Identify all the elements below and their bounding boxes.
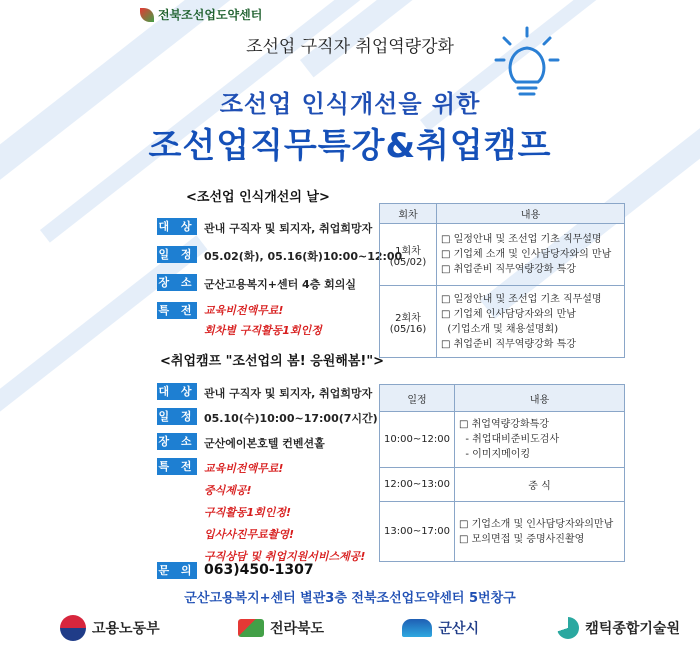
table-header: 내용 [437, 204, 625, 224]
round-label: 2회차 [395, 312, 421, 324]
page-title: 조선업직무특강&취업캠프 [148, 126, 552, 166]
benefit-label: 특 전 [158, 460, 196, 473]
footer-logos [60, 610, 680, 646]
benefit-value: 구직상담 및 취업지원서비스제공! [204, 550, 366, 563]
list-item: □ 모의면접 및 증명사진촬영 [459, 533, 585, 545]
contact-label: 문 의 [158, 564, 196, 577]
table-header: 회차 [380, 204, 437, 224]
target-label: 대 상 [158, 385, 196, 398]
list-item: □ 일정안내 및 조선업 기초 직무설명 [441, 293, 602, 305]
benefit-value-2: 회차별 구직활동1회인정 [204, 324, 322, 337]
leaf-logo-icon [140, 8, 154, 22]
list-item: (기업소개 및 채용설명회) [441, 323, 559, 335]
table-header: 일정 [380, 385, 455, 412]
org-logo-text: 전북조선업도약센터 [158, 8, 263, 22]
contact-phone[interactable]: 063)450-1307 [204, 562, 314, 578]
schedule-label: 일 정 [158, 248, 196, 261]
section1-table [379, 203, 625, 358]
page-title-line1: 조선업 인식개선을 위한 [219, 90, 481, 118]
list-item: □ 기업소개 및 인사담당자와의만남 [459, 518, 614, 530]
table-header: 내용 [455, 385, 625, 412]
list-item: 중 식 [455, 468, 625, 502]
benefit-label: 특 전 [158, 304, 196, 317]
table-row [380, 224, 625, 286]
list-item: □ 취업준비 직무역량강화 특강 [441, 338, 576, 350]
round-date: (05/02) [389, 256, 427, 268]
table-row [380, 502, 625, 562]
list-item: - 취업대비준비도검사 [459, 434, 560, 445]
logo-gunsan [402, 618, 479, 638]
time-cell: 13:00~17:00 [380, 502, 455, 562]
schedule-value: 05.10(수)10:00~17:00(7시간) [204, 412, 378, 425]
logo-ministry-text: 고용노동부 [92, 621, 160, 637]
target-value: 관내 구직자 및 퇴지자, 취업희망자 [204, 387, 373, 400]
place-value: 군산에이본호텔 컨벤션홀 [204, 437, 325, 450]
gunsan-wave-icon [402, 619, 432, 637]
list-item: □ 기업체 인사담당자와의 만남 [441, 308, 576, 320]
org-logo [140, 6, 262, 23]
round-date: (05/16) [389, 323, 427, 335]
taegeuk-icon [60, 615, 86, 641]
list-item: □ 일정안내 및 조선업 기초 직무설명 [441, 234, 602, 245]
camtic-mark-icon [557, 617, 579, 639]
benefit-value: 중식제공! [204, 484, 252, 497]
round-label: 1회차 [395, 245, 421, 257]
benefit-value: 교육비전액무료! [204, 462, 284, 475]
schedule-label: 일 정 [158, 410, 196, 423]
table-row [380, 412, 625, 468]
benefit-value: 구직활동1회인정! [204, 506, 292, 519]
list-item: - 이미지메이킹 [459, 449, 531, 460]
place-label: 장 소 [158, 276, 196, 289]
logo-jeonbuk [238, 618, 324, 638]
place-label: 장 소 [158, 435, 196, 448]
target-value: 관내 구직자 및 퇴지자, 취업희망자 [204, 222, 373, 235]
schedule-value: 05.02(화), 05.16(화)10:00~12:00 [204, 250, 403, 263]
list-item: □ 취업준비 직무역량강화 특강 [441, 264, 576, 275]
logo-ministry [60, 615, 160, 641]
footer-address: 군산고용복지+센터 별관3층 전북조선업도약센터 5번창구 [184, 591, 516, 606]
background-stripe [0, 235, 207, 434]
page-subtitle: 조선업 구직자 취업역량강화 [246, 37, 454, 57]
list-item: □ 취업역량강화특강 [459, 419, 549, 430]
list-item: □ 기업체 소개 및 인사담당자와의 만남 [441, 249, 612, 260]
logo-camtic [557, 617, 680, 639]
jeonbuk-mark-icon [238, 619, 264, 637]
section2-heading: <취업캠프 "조선업의 봄! 응원해봄!"> [160, 354, 385, 369]
table-row [380, 468, 625, 502]
section2-table [379, 384, 625, 562]
time-cell: 12:00~13:00 [380, 468, 455, 502]
table-row [380, 286, 625, 358]
place-value: 군산고용복지+센터 4층 회의실 [204, 278, 357, 291]
logo-jeonbuk-text: 전라북도 [269, 621, 325, 637]
logo-gunsan-text: 군산시 [438, 621, 479, 637]
target-label: 대 상 [158, 220, 196, 233]
time-cell: 10:00~12:00 [380, 412, 455, 468]
logo-camtic-text: 캠틱종합기술원 [585, 621, 680, 637]
section1-heading: <조선업 인식개선의 날> [186, 190, 330, 205]
benefit-value: 입사사진무료촬영! [204, 528, 295, 541]
benefit-value: 교육비전액무료! [204, 304, 284, 317]
